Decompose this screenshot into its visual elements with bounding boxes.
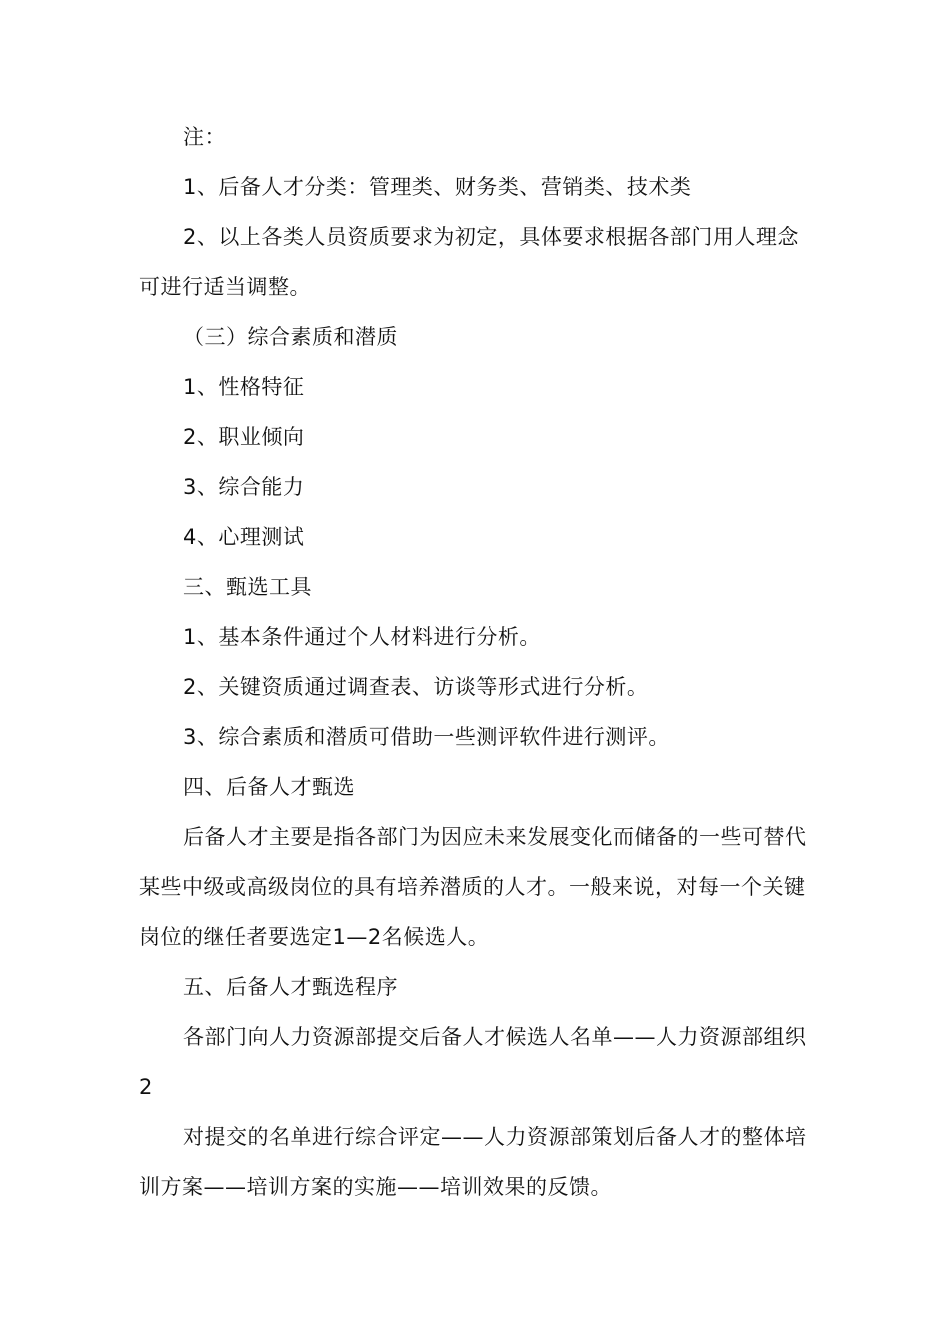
note-heading: 注： [183,125,226,149]
body-paragraph: 对提交的名单进行综合评定——人力资源部策划后备人才的整体培训方案——培训方案的实施——培训效果的反馈。 [139,1125,807,1199]
body-paragraph: 后备人才主要是指各部门为因应未来发展变化而储备的一些可替代某些中级或高级岗位的具有培养潜质的人才。一般来说，对每一个关键岗位的继任者要选定1—2名候选人。 [139,825,807,949]
list-item: 2、关键资质通过调查表、访谈等形式进行分析。 [183,675,649,699]
list-item: 2、职业倾向 [183,425,305,449]
note-item-1: 1、后备人才分类：管理类、财务类、营销类、技术类 [183,175,692,199]
list-item: 3、综合能力 [183,475,305,499]
list-item: 4、心理测试 [183,525,305,549]
list-item: 1、性格特征 [183,375,305,399]
section-heading-3: （三）综合素质和潜质 [183,325,398,349]
section-heading-procedure: 五、后备人才甄选程序 [183,975,398,999]
note-item-2: 2、以上各类人员资质要求为初定，具体要求根据各部门用人理念可进行适当调整。 [139,225,799,299]
list-item: 1、基本条件通过个人材料进行分析。 [183,625,541,649]
document-body [139,112,811,1212]
section-heading-selection: 四、后备人才甄选 [183,775,355,799]
section-heading-tools: 三、甄选工具 [183,575,312,599]
list-item: 3、综合素质和潜质可借助一些测评软件进行测评。 [183,725,670,749]
body-paragraph: 各部门向人力资源部提交后备人才候选人名单——人力资源部组织2 [139,1025,807,1099]
